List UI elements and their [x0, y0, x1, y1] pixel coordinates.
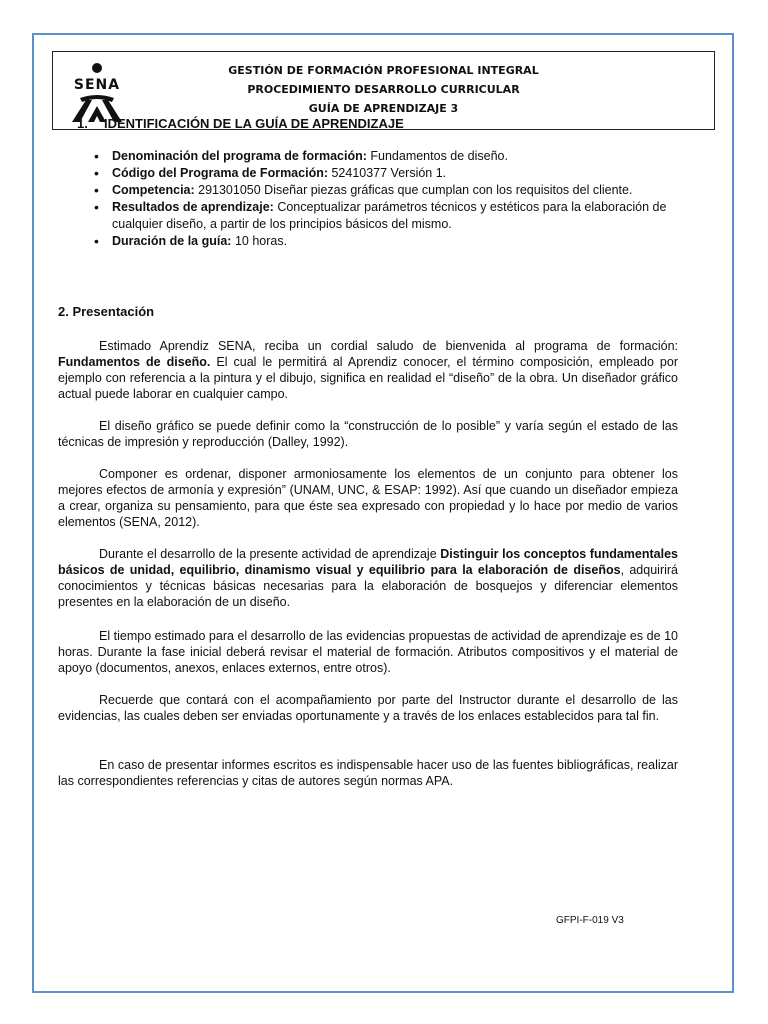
paragraph-5: El tiempo estimado para el desarrollo de las evidencias propuestas de actividad de aprendizaje es de 10 horas. Durante la fase inicial deberá revisar el material de formación. Atributos compositivos y el material de apoyo (documentos, anexos, enlaces externos, entre otros). — [58, 629, 678, 675]
guide-info-list — [94, 148, 680, 250]
header-line-3: GUÍA DE APRENDIZAJE 3 — [308, 102, 459, 115]
list-item: • Competencia: 291301050 Diseñar piezas gráficas que cumplan con los requisitos del cliente. — [94, 182, 680, 199]
section2-heading: 2. Presentación — [58, 304, 155, 319]
list-item: • Denominación del programa de formación: Fundamentos de diseño. — [94, 148, 680, 165]
paragraph-1: Estimado Aprendiz SENA, reciba un cordial saludo de bienvenida al programa de formación: Fundamentos de diseño. El cual le permitirá al Aprendiz conocer, el término composición, empleado por ejemplo con referencia a la pintura y el dibujo, significa en realidad el “diseño” de la obra. Un diseñador gráfico actual puede laborar en cualquier campo. — [58, 339, 678, 401]
header-line-1: GESTIÓN DE FORMACIÓN PROFESIONAL INTEGRAL — [228, 64, 539, 77]
section1-number: 1. — [77, 116, 88, 131]
paragraph-7: En caso de presentar informes escritos es indispensable hacer uso de las fuentes bibliográficas, realizar las correspondientes referencias y citas de autores según normas APA. — [58, 758, 678, 788]
list-item: • Resultados de aprendizaje: Conceptualizar parámetros técnicos y estéticos para la elaboración de cualquier diseño, a partir de los principios básicos del mismo. — [94, 199, 680, 233]
paragraph-6: Recuerde que contará con el acompañamiento por parte del Instructor durante el desarrollo de las evidencias, las cuales deben ser enviadas oportunamente y a través de los enlaces establecidos para tal fin. — [58, 693, 678, 723]
logo-text: SENA — [73, 77, 121, 93]
form-code: GFPI-F-019 V3 — [556, 915, 624, 926]
paragraph-3: Componer es ordenar, disponer armoniosamente los elementos de un conjunto para obtener los mejores efectos de armonía y expresión” (UNAM, UNC, & ESAP: 1992). Así que cuando un diseñador empieza a crear, organiza su pensamiento, para que éste sea expresado con propiedad y lo hace por medio de varios elementos (SENA, 2012). — [58, 467, 678, 529]
paragraph-2: El diseño gráfico se puede definir como la “construcción de lo posible” y varía según el estado de las técnicas de impresión y reproducción (Dalley, 1992). — [58, 419, 678, 449]
header-line-2: PROCEDIMIENTO DESARROLLO CURRICULAR — [247, 83, 520, 96]
section1-title: IDENTIFICACIÓN DE LA GUÍA DE APRENDIZAJE — [104, 116, 404, 131]
paragraph-4: Durante el desarrollo de la presente actividad de aprendizaje Distinguir los conceptos fundamentales básicos de unidad, equilibrio, dinamismo visual y equilibrio para la elaboración de diseños, adquirirá conocimientos y técnicas básicas necesarias para la elaboración de bosquejos y diferenciar elementos presentes en la elaboración de un diseño. — [58, 547, 678, 609]
list-item: • Código del Programa de Formación: 52410377 Versión 1. — [94, 165, 680, 182]
list-item: • Duración de la guía: 10 horas. — [94, 233, 680, 250]
section1-heading — [77, 116, 404, 131]
